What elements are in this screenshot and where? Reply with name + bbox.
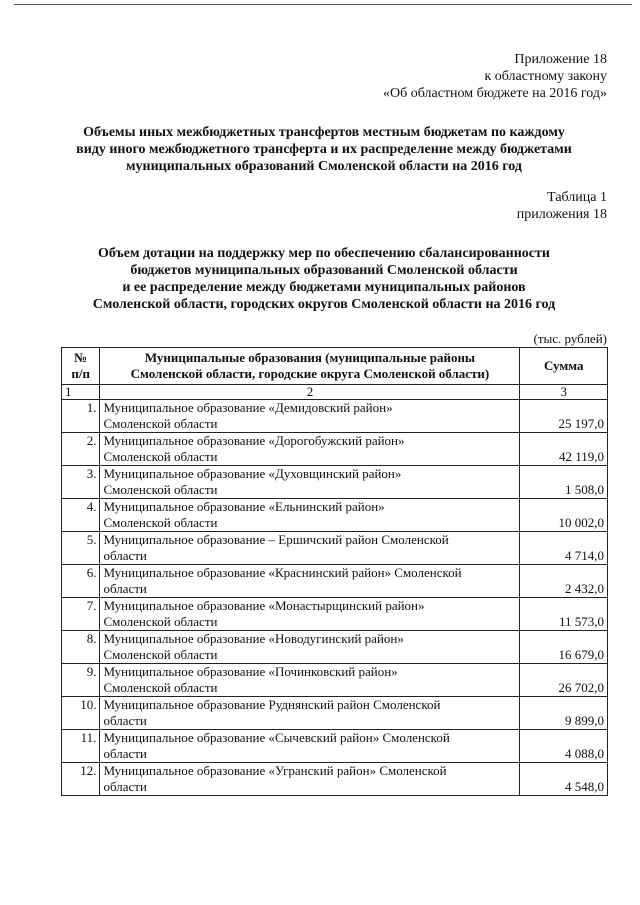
row-municipality-line-1: Муниципальное образование «Починковский район»: [103, 664, 398, 679]
row-municipality-line-1: Муниципальное образование «Дорогобужский район»: [103, 433, 405, 448]
row-sum: 16 679,0: [520, 631, 608, 664]
document-title: [40, 124, 608, 175]
column-number-2: 2: [100, 385, 520, 400]
row-sum: 4 088,0: [520, 730, 608, 763]
row-municipality-line-1: Муниципальное образование «Демидовский район»: [103, 400, 393, 415]
table-row: [62, 664, 608, 697]
row-sum: 2 432,0: [520, 565, 608, 598]
header-municipality-line-1: Муниципальные образования (муниципальные районы: [144, 350, 476, 365]
appendix-heading: [383, 51, 607, 102]
row-municipality-line-1: Муниципальное образование «Духовщинский район»: [103, 466, 402, 481]
row-municipality: [100, 631, 520, 664]
row-municipality-line-1: Муниципальное образование «Новодугинский район»: [103, 631, 404, 646]
row-municipality-line-2: области: [103, 779, 147, 794]
header-number: [62, 348, 100, 385]
row-municipality-line-2: области: [103, 746, 147, 761]
row-number: 11.: [62, 730, 100, 763]
row-municipality-line-2: Смоленской области: [103, 647, 218, 662]
row-number: 9.: [62, 664, 100, 697]
table-title-line-4: Смоленской области, городских округов Смоленской области на 2016 год: [92, 297, 556, 312]
subsidy-table: [61, 347, 608, 796]
row-municipality: [100, 664, 520, 697]
row-municipality-line-2: Смоленской области: [103, 449, 218, 464]
row-number: 12.: [62, 763, 100, 796]
row-municipality-line-2: области: [103, 581, 147, 596]
row-municipality: [100, 532, 520, 565]
header-municipality: [100, 348, 520, 385]
row-municipality: [100, 598, 520, 631]
table-title-line-3: и ее распределение между бюджетами муниципальных районов: [122, 280, 526, 295]
table-row: [62, 598, 608, 631]
row-municipality: [100, 730, 520, 763]
row-sum: 4 714,0: [520, 532, 608, 565]
header-sum: Сумма: [520, 348, 608, 385]
table-row: [62, 565, 608, 598]
row-municipality-line-2: Смоленской области: [103, 482, 218, 497]
header-number-line-1: №: [74, 350, 88, 365]
table-row: [62, 697, 608, 730]
row-municipality-line-1: Муниципальное образование «Сычевский район» Смоленской: [103, 730, 450, 745]
row-sum: 9 899,0: [520, 697, 608, 730]
row-number: 1.: [62, 400, 100, 433]
appendix-line-3: «Об областном бюджете на 2016 год»: [383, 86, 607, 101]
row-sum: 10 002,0: [520, 499, 608, 532]
header-number-line-2: п/п: [71, 366, 91, 381]
table-row: [62, 499, 608, 532]
table-row: [62, 763, 608, 796]
row-municipality-line-1: Муниципальное образование «Угранский район» Смоленской: [103, 763, 447, 778]
row-municipality-line-2: области: [103, 548, 147, 563]
document-title-line-3: муниципальных образований Смоленской области на 2016 год: [126, 159, 522, 174]
row-municipality-line-2: Смоленской области: [103, 416, 218, 431]
row-municipality-line-2: области: [103, 713, 147, 728]
header-municipality-line-2: Смоленской области, городские округа Смоленской области): [130, 366, 490, 381]
document-title-line-1: Объемы иных межбюджетных трансфертов местным бюджетам по каждому: [83, 125, 565, 140]
row-number: 6.: [62, 565, 100, 598]
row-municipality: [100, 697, 520, 730]
row-municipality: [100, 565, 520, 598]
row-municipality-line-1: Муниципальное образование «Монастырщинский район»: [103, 598, 425, 613]
appendix-line-2: к областному закону: [484, 69, 607, 84]
row-municipality-line-2: Смоленской области: [103, 515, 218, 530]
table-title-line-2: бюджетов муниципальных образований Смоленской области: [130, 263, 518, 278]
table-note-line-1: Таблица 1: [547, 190, 607, 205]
table-note-line-2: приложения 18: [516, 207, 607, 222]
row-sum: 11 573,0: [520, 598, 608, 631]
table-body: [62, 400, 608, 796]
row-municipality-line-1: Муниципальное образование – Ершичский район Смоленской: [103, 532, 449, 547]
row-number: 7.: [62, 598, 100, 631]
row-number: 8.: [62, 631, 100, 664]
row-municipality-line-1: Муниципальное образование «Ельнинский район»: [103, 499, 385, 514]
units-label: (тыс. рублей): [533, 331, 607, 346]
column-numbers-row: [62, 385, 608, 400]
column-number-1: 1: [62, 385, 100, 400]
table-row: [62, 631, 608, 664]
appendix-line-1: Приложение 18: [514, 52, 607, 67]
row-number: 5.: [62, 532, 100, 565]
table-note: [517, 189, 607, 223]
table-row: [62, 466, 608, 499]
row-municipality: [100, 466, 520, 499]
top-border-line: [14, 4, 632, 5]
row-sum: 1 508,0: [520, 466, 608, 499]
row-municipality-line-1: Муниципальное образование «Краснинский район» Смоленской: [103, 565, 462, 580]
table-title-line-1: Объем дотации на поддержку мер по обеспечению сбалансированности: [98, 246, 550, 261]
table-row: [62, 400, 608, 433]
row-municipality-line-2: Смоленской области: [103, 614, 218, 629]
row-number: 4.: [62, 499, 100, 532]
row-municipality-line-1: Муниципальное образование Руднянский район Смоленской: [103, 697, 441, 712]
table-row: [62, 532, 608, 565]
row-sum: 4 548,0: [520, 763, 608, 796]
row-sum: 26 702,0: [520, 664, 608, 697]
table-header-row: [62, 348, 608, 385]
row-sum: 25 197,0: [520, 400, 608, 433]
row-municipality: [100, 400, 520, 433]
row-municipality: [100, 433, 520, 466]
row-municipality: [100, 499, 520, 532]
column-number-3: 3: [520, 385, 608, 400]
row-number: 2.: [62, 433, 100, 466]
table-row: [62, 730, 608, 763]
row-municipality-line-2: Смоленской области: [103, 680, 218, 695]
document-title-line-2: виду иного межбюджетного трансферта и их распределение между бюджетами: [76, 142, 572, 157]
row-number: 3.: [62, 466, 100, 499]
table-row: [62, 433, 608, 466]
row-number: 10.: [62, 697, 100, 730]
table-title: [40, 245, 608, 313]
row-sum: 42 119,0: [520, 433, 608, 466]
row-municipality: [100, 763, 520, 796]
